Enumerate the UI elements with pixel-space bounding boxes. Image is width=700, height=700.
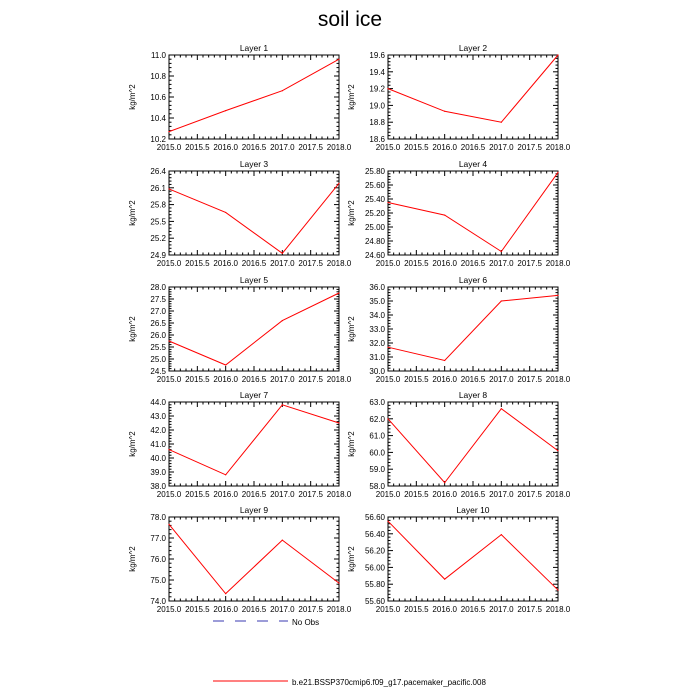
y-tick-label: 19.2 (369, 84, 385, 94)
x-tick-label: 2016.0 (213, 259, 238, 268)
x-tick-label: 2018.0 (545, 490, 571, 499)
x-tick-label: 2015.5 (185, 143, 210, 152)
y-tick-label: 24.5 (150, 367, 166, 376)
x-tick-label: 2016.0 (432, 259, 457, 268)
y-tick-label: 56.20 (364, 546, 385, 556)
data-point (387, 202, 388, 203)
x-tick-label: 2018.0 (545, 259, 571, 268)
plot-frame (169, 517, 339, 601)
x-tick-label: 2017.5 (517, 490, 542, 499)
y-tick-label: 10.4 (150, 114, 166, 123)
data-point (557, 295, 558, 296)
y-tick-label: 25.5 (150, 217, 166, 227)
series-line (169, 59, 339, 131)
y-tick-label: 27.5 (150, 295, 166, 304)
y-tick-label: 18.8 (369, 118, 385, 128)
y-tick-label: 56.40 (364, 529, 385, 539)
series-line (169, 405, 339, 475)
y-tick-label: 74.0 (150, 597, 166, 606)
y-tick-label: 25.60 (364, 181, 385, 190)
y-tick-label: 19.4 (369, 67, 385, 77)
y-axis-label: kg/m^2 (128, 200, 137, 226)
data-point (444, 482, 445, 483)
x-tick-label: 2016.0 (213, 490, 238, 499)
x-tick-label: 2017.5 (298, 490, 323, 499)
x-tick-label: 2016.5 (460, 375, 486, 384)
y-tick-label: 27.0 (150, 307, 166, 316)
x-tick-label: 2017.5 (517, 375, 542, 384)
y-tick-label: 30.0 (369, 367, 385, 376)
y-tick-label: 24.80 (364, 237, 385, 246)
x-tick-label: 2015.0 (156, 259, 182, 268)
panel-title: Layer 8 (458, 390, 488, 400)
y-tick-label: 42.0 (150, 426, 166, 435)
x-tick-label: 2015.5 (185, 375, 210, 384)
data-point (444, 579, 445, 580)
x-tick-label: 2016.0 (432, 490, 457, 499)
x-tick-label: 2017.5 (517, 605, 542, 614)
x-tick-label: 2018.0 (326, 259, 352, 268)
x-tick-label: 2015.5 (404, 605, 429, 614)
data-point (225, 364, 226, 365)
plot-frame (388, 287, 558, 371)
x-tick-label: 2016.0 (213, 375, 238, 384)
data-point (338, 583, 339, 584)
y-tick-label: 25.5 (150, 343, 166, 352)
x-tick-label: 2015.5 (404, 259, 429, 268)
x-tick-label: 2016.5 (241, 605, 267, 614)
plot-frame (388, 171, 558, 255)
x-tick-label: 2018.0 (326, 143, 352, 152)
panel-title: Layer 2 (458, 43, 488, 53)
panel-5 (128, 275, 352, 384)
x-tick-label: 2015.0 (156, 605, 182, 614)
y-tick-label: 62.0 (369, 414, 385, 424)
y-tick-label: 75.0 (150, 576, 166, 585)
x-tick-label: 2015.0 (156, 375, 182, 384)
y-tick-label: 32.0 (369, 339, 385, 348)
x-tick-label: 2018.0 (545, 605, 571, 614)
x-tick-label: 2016.5 (460, 490, 486, 499)
y-tick-label: 11.0 (151, 51, 166, 60)
y-axis-label: kg/m^2 (128, 431, 137, 457)
x-tick-label: 2016.0 (432, 143, 457, 152)
x-tick-label: 2018.0 (326, 490, 352, 499)
y-axis-label: kg/m^2 (128, 546, 137, 572)
data-point (282, 90, 283, 91)
data-point (168, 131, 169, 132)
data-point (225, 110, 226, 111)
x-tick-label: 2018.0 (326, 605, 352, 614)
series-line (169, 183, 339, 253)
data-point (225, 593, 226, 594)
y-tick-label: 41.0 (150, 440, 166, 449)
x-tick-label: 2015.5 (404, 490, 429, 499)
x-tick-label: 2017.5 (298, 605, 323, 614)
y-tick-label: 19.6 (369, 51, 385, 60)
x-tick-label: 2015.0 (375, 490, 401, 499)
x-tick-label: 2016.0 (432, 605, 457, 614)
y-tick-label: 10.6 (150, 93, 166, 102)
data-point (557, 172, 558, 173)
y-tick-label: 63.0 (369, 398, 385, 407)
y-tick-label: 55.60 (364, 597, 385, 606)
panel-2 (347, 43, 571, 152)
data-point (168, 524, 169, 525)
y-tick-label: 40.0 (150, 454, 166, 463)
x-tick-label: 2017.0 (489, 375, 514, 384)
panel-6 (347, 275, 571, 384)
panel-8 (347, 390, 571, 499)
y-tick-label: 60.0 (369, 448, 385, 458)
x-tick-label: 2016.5 (241, 375, 267, 384)
y-tick-label: 26.1 (150, 183, 166, 193)
x-tick-label: 2015.0 (375, 143, 401, 152)
x-tick-label: 2017.0 (270, 375, 295, 384)
x-tick-label: 2015.5 (404, 143, 429, 152)
data-point (225, 474, 226, 475)
data-point (338, 422, 339, 423)
y-tick-label: 76.0 (150, 555, 166, 564)
panel-title: Layer 7 (239, 390, 269, 400)
plot-frame (388, 402, 558, 486)
x-tick-label: 2016.5 (241, 259, 267, 268)
y-tick-label: 34.0 (369, 311, 385, 320)
x-tick-label: 2015.0 (375, 375, 401, 384)
data-point (557, 54, 558, 55)
y-tick-label: 58.0 (369, 482, 385, 491)
y-tick-label: 43.0 (150, 412, 166, 421)
y-tick-label: 26.5 (150, 319, 166, 328)
y-tick-label: 19.0 (369, 101, 385, 111)
x-tick-label: 2018.0 (545, 375, 571, 384)
series-line (388, 409, 558, 483)
plot-frame (169, 287, 339, 371)
data-point (501, 122, 502, 123)
panel-title: Layer 5 (239, 275, 269, 285)
data-point (282, 253, 283, 254)
x-tick-label: 2015.5 (185, 259, 210, 268)
series-line (388, 521, 558, 590)
panel-9 (128, 505, 352, 614)
data-point (282, 540, 283, 541)
data-point (444, 111, 445, 112)
panel-title: Layer 6 (458, 275, 488, 285)
y-tick-label: 10.2 (150, 135, 166, 144)
data-point (168, 340, 169, 341)
x-tick-label: 2017.0 (270, 143, 295, 152)
legend-obs-label: No Obs (292, 618, 320, 627)
x-tick-label: 2018.0 (326, 375, 352, 384)
data-point (338, 59, 339, 60)
x-tick-label: 2015.0 (375, 259, 401, 268)
y-tick-label: 55.80 (364, 580, 385, 590)
y-tick-label: 18.6 (369, 135, 385, 144)
data-point (444, 215, 445, 216)
series-line (388, 172, 558, 251)
x-tick-label: 2016.0 (432, 375, 457, 384)
x-tick-label: 2015.5 (185, 490, 210, 499)
x-tick-label: 2017.0 (270, 490, 295, 499)
x-tick-label: 2017.0 (489, 605, 514, 614)
y-axis-label: kg/m^2 (347, 431, 356, 457)
y-tick-label: 61.0 (369, 431, 385, 441)
y-tick-label: 56.00 (364, 563, 385, 573)
x-tick-label: 2016.5 (460, 605, 486, 614)
data-point (501, 251, 502, 252)
y-tick-label: 77.0 (150, 534, 166, 543)
series-line (388, 55, 558, 122)
y-tick-label: 56.60 (364, 513, 385, 522)
y-tick-label: 26.4 (150, 167, 166, 176)
data-point (282, 320, 283, 321)
data-point (168, 449, 169, 450)
y-tick-label: 10.8 (150, 72, 166, 81)
y-tick-label: 31.0 (369, 353, 385, 362)
data-point (282, 404, 283, 405)
y-tick-label: 24.60 (364, 251, 385, 260)
y-axis-label: kg/m^2 (347, 200, 356, 226)
y-axis-label: kg/m^2 (347, 84, 356, 110)
data-point (557, 589, 558, 590)
y-tick-label: 25.80 (364, 167, 385, 176)
x-tick-label: 2015.0 (156, 490, 182, 499)
series-line (388, 295, 558, 360)
x-tick-label: 2017.0 (270, 259, 295, 268)
x-tick-label: 2017.5 (517, 143, 542, 152)
y-tick-label: 33.0 (369, 325, 385, 334)
y-tick-label: 25.40 (364, 195, 385, 204)
y-axis-label: kg/m^2 (347, 316, 356, 342)
x-tick-label: 2016.0 (213, 143, 238, 152)
data-point (338, 292, 339, 293)
y-tick-label: 35.0 (369, 297, 385, 306)
x-tick-label: 2017.5 (517, 259, 542, 268)
panel-10 (347, 505, 571, 614)
y-tick-label: 24.9 (150, 251, 166, 260)
x-tick-label: 2017.0 (489, 143, 514, 152)
panel-4 (347, 159, 571, 268)
panel-title: Layer 4 (458, 159, 488, 169)
data-point (387, 521, 388, 522)
data-point (501, 534, 502, 535)
panel-1 (128, 43, 352, 152)
series-line (169, 293, 339, 365)
x-tick-label: 2015.5 (185, 605, 210, 614)
data-point (225, 212, 226, 213)
x-tick-label: 2017.5 (298, 375, 323, 384)
y-axis-label: kg/m^2 (128, 84, 137, 110)
panel-3 (128, 159, 352, 268)
x-tick-label: 2017.0 (270, 605, 295, 614)
panel-7 (128, 390, 352, 499)
x-tick-label: 2017.5 (298, 143, 323, 152)
x-tick-label: 2015.0 (156, 143, 182, 152)
panel-title: Layer 10 (456, 505, 490, 515)
x-tick-label: 2015.5 (404, 375, 429, 384)
x-tick-label: 2016.5 (241, 490, 267, 499)
y-tick-label: 25.20 (364, 209, 385, 218)
data-point (444, 360, 445, 361)
x-tick-label: 2016.5 (460, 259, 486, 268)
x-tick-label: 2017.5 (298, 259, 323, 268)
data-point (387, 418, 388, 419)
x-tick-label: 2017.0 (489, 259, 514, 268)
y-tick-label: 44.0 (150, 398, 166, 407)
series-line (169, 524, 339, 593)
plot-frame (169, 55, 339, 139)
y-axis-label: kg/m^2 (347, 546, 356, 572)
y-tick-label: 28.0 (150, 283, 166, 292)
x-tick-label: 2016.5 (460, 143, 486, 152)
y-tick-label: 25.2 (150, 234, 166, 244)
x-tick-label: 2015.0 (375, 605, 401, 614)
data-point (501, 408, 502, 409)
plot-frame (388, 55, 558, 139)
x-tick-label: 2016.0 (213, 605, 238, 614)
data-point (387, 88, 388, 89)
y-tick-label: 38.0 (150, 482, 166, 491)
plot-frame (169, 171, 339, 255)
y-axis-label: kg/m^2 (128, 316, 137, 342)
y-tick-label: 78.0 (150, 513, 166, 522)
data-point (338, 183, 339, 184)
y-tick-label: 26.0 (150, 331, 166, 340)
data-point (387, 347, 388, 348)
panel-title: Layer 3 (239, 159, 269, 169)
panel-title: Layer 9 (239, 505, 269, 515)
y-tick-label: 39.0 (150, 468, 166, 477)
y-tick-label: 25.00 (364, 223, 385, 232)
chart-title: soil ice (317, 8, 383, 31)
legend-model-label: b.e21.BSSP370cmip6.f09_g17.pacemaker_pacific.008 (292, 678, 486, 687)
y-tick-label: 59.0 (369, 465, 385, 475)
x-tick-label: 2018.0 (545, 143, 571, 152)
panel-title: Layer 1 (239, 43, 269, 53)
y-tick-label: 36.0 (369, 283, 385, 292)
plot-frame (388, 517, 558, 601)
data-point (168, 188, 169, 189)
x-tick-label: 2017.0 (489, 490, 514, 499)
data-point (557, 450, 558, 451)
x-tick-label: 2016.5 (241, 143, 267, 152)
data-point (501, 300, 502, 301)
y-tick-label: 25.0 (150, 355, 166, 364)
y-tick-label: 25.8 (150, 200, 166, 210)
